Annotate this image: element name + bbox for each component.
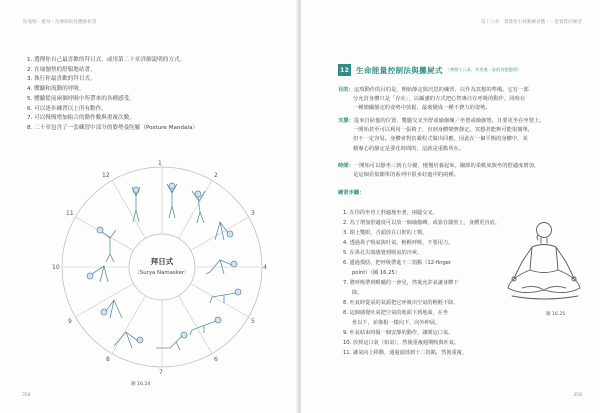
practice-step: 8. 吐氣時從氣的氣源把它呼吸出空氣的輕輕下降。	[343, 300, 459, 306]
purpose-label: 目的：	[338, 87, 354, 93]
purpose-line	[338, 86, 588, 95]
practice-step: 2. 為了增加舒適度可以放一個瑜伽磚，或靠在牆壁上，身體更直底。	[343, 220, 501, 226]
practice-step: 6. 邊過摸肋，把呼吸帶進十二指點（12-finger	[343, 260, 452, 266]
practice-step: 4. 透過鼻子吸氣與吐氣，輕輕呼吸，不要用力。	[343, 240, 454, 246]
support-block	[338, 117, 588, 154]
meditator-hair	[537, 235, 538, 240]
time-label: 時間：	[338, 163, 354, 169]
pose-number: 5	[251, 318, 255, 325]
pose-figure	[97, 227, 116, 262]
left-folio: 358	[22, 393, 31, 398]
meditator-cushion	[512, 296, 578, 299]
support-line: 一開始甚至可以利用一張椅子，直到身體變費靜定，冥想者能夠可能很簡單，	[353, 127, 534, 134]
practice-step: 7. 將呼吸帶到喉嚨的一會兒，然後允許氣讓身體下	[343, 280, 459, 286]
practice-step: 9. 吐氣結束時做一個安靜的動作，讓間這口氣。	[343, 330, 454, 336]
pose-figures	[87, 183, 241, 350]
pose-number: 11	[66, 210, 74, 217]
practice-steps	[343, 208, 501, 358]
purpose-line: 分允許身體只是「存在」，以顧慮的方式把心智專注在呼吸的動作，同時在	[353, 96, 526, 103]
practice-step: point）（圖 16.25）	[352, 270, 400, 276]
step-item: 2. 在瑜伽墊的舒服地站著。	[27, 66, 96, 73]
practice-step: 骨以下，並像根一樣向下，向外伸展。	[352, 320, 441, 326]
practice-step: 1. 在你的坐骨上舒適地坐著，兩腿交叉。	[343, 210, 438, 216]
practice-step: 3. 閉上雙眼，舌頭放在口腔的上顎。	[343, 230, 428, 236]
left-running-head: 給瑜伽・健身・治療師的肢體解析書	[23, 20, 97, 25]
right-running-head: 第十六章 實踐指引被動練身體・一套實際的練習	[481, 20, 582, 25]
support-line: 積專心的靜定是要花時間的，這就是重點所在。	[353, 145, 465, 152]
pose-figure	[87, 266, 108, 282]
pose-number: 9	[68, 318, 72, 325]
pose-number: 12	[102, 172, 110, 179]
seated-meditation-illustration	[492, 218, 592, 308]
sun-salutation-steps	[27, 56, 282, 134]
pose-numbers	[52, 160, 267, 375]
mandala-center-title: 拜日式	[150, 257, 174, 266]
section-number-badge: 12	[338, 64, 351, 76]
time-line: 是這個看似簡單的系列中很多好處中的兩種。	[353, 172, 459, 179]
pose-figure	[167, 183, 177, 218]
time-block	[338, 162, 588, 180]
time-text: 一開始可以靜坐三到五分鐘，慢慢培養起來。關節的柔軟度與坐的舒適度增加，	[353, 163, 540, 169]
figure-caption-16-24: 圖 16.24	[131, 382, 151, 387]
practice-step: 5. 在鼻孔尖端感覺到吸氣的冷爽。	[343, 250, 423, 256]
pose-figure	[190, 317, 221, 335]
meditator-crossed-legs	[508, 270, 580, 293]
step-item: 3. 執行你最喜歡的拜日式。	[27, 76, 96, 83]
pose-figure	[114, 332, 143, 348]
step-item: 6. 可以逐步練習以上所有動作。	[27, 105, 107, 112]
purpose-block	[338, 86, 588, 114]
mandala-center-subtitle: 〔Surya Namasker〕	[134, 270, 190, 276]
pose-number: 7	[159, 369, 163, 375]
step-item: 8. 二十章包含了一套練習中部分的姿勢曼陀羅（Posture Mandala）	[27, 124, 198, 131]
pose-figure	[156, 332, 187, 350]
section-title: 生命能量控制法與攤屍式	[356, 65, 443, 75]
sun-salutation-mandala	[52, 160, 272, 375]
meditator-leg-fold	[522, 286, 566, 290]
step-item: 7. 可以慢慢增加組合的動作數與重複次數。	[27, 115, 135, 122]
practice-step: 8. 這個感覺吐氣把空氣的地面下到地面，在坐	[343, 310, 449, 316]
practice-step: 11. 讓氣向上移動，通過頭部到十二指點，然後重複。	[343, 350, 468, 356]
step-item: 4. 體驗和流動的呼吸。	[27, 86, 85, 93]
pose-number: 3	[251, 210, 255, 217]
section-note: （參照十八章，有更進一步的冥想說明）	[445, 67, 522, 72]
pose-number: 8	[106, 356, 110, 363]
pose-number: 4	[263, 264, 267, 271]
mandala-spokes	[62, 167, 262, 367]
pose-figure	[101, 300, 122, 318]
support-label: 支撐：	[338, 118, 354, 124]
purpose-line: 一種簡關靜定的姿勢中放鬆，最後變成一種不費力的姿勢。	[353, 105, 491, 112]
meditator-torso	[530, 245, 558, 273]
right-folio: 359	[573, 393, 582, 398]
pose-figure	[210, 289, 241, 303]
time-line	[338, 162, 588, 171]
mandala-inner-ring	[129, 234, 195, 300]
practice-step: 10. 放掉這口氣（如氣），然後重複週期吸與吐氣。	[343, 340, 460, 346]
pose-number: 10	[52, 264, 60, 271]
practice-heading	[338, 189, 588, 198]
pose-number: 1	[158, 160, 162, 167]
pose-number: 6	[214, 356, 218, 363]
support-text: 從來自給他的位置，雙腿交叉至舒或瑜伽練／坐墊或瑜伽墊，且要更坐在坐墊上。	[353, 118, 545, 124]
step-item: 1. 選擇你自己最喜歡的拜日式，或用第二十章詳細說明的方式。	[27, 57, 186, 63]
purpose-text: 這項動作的目的是，開始靜定與沉思的練習，以作為冥想的準備。它有一部	[353, 87, 529, 93]
figure-caption-16-25: 圖 16.25	[546, 312, 566, 317]
support-line: 但不一定容易。身體會對負載程式做出回應，因此在一個平衡的身體中，某	[353, 136, 528, 143]
step-item: 5. 體驗從前兩個呼吸中所帶來的各種感受。	[27, 95, 135, 102]
pose-number: 2	[214, 172, 218, 179]
practice-label: 練習步驟：	[338, 190, 365, 196]
section-header	[338, 64, 521, 76]
meditator-neck	[541, 238, 547, 243]
practice-step: 降。	[352, 290, 363, 296]
support-line	[338, 117, 588, 126]
meditator-head	[537, 223, 552, 238]
